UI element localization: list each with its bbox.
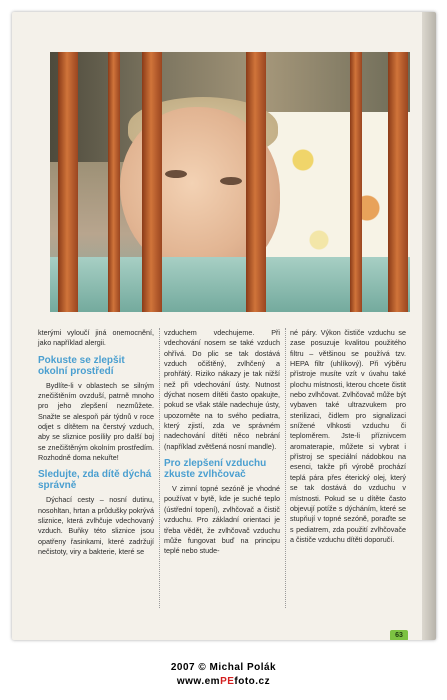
paragraph: V zimní topné sezóně je vhodné používat v bytě, kde je suché teplo (ústřední topení), zvlhčovač a čistič vzduchu. Pro základní orientaci je třeba vědět, že zvlhčovač vzduchu může fungovat buď na principu teplé nebo stude- <box>164 484 280 556</box>
crib-bar <box>58 52 78 312</box>
photo-child-in-crib <box>50 52 410 312</box>
column-divider <box>159 328 160 608</box>
crib-bar <box>388 52 408 312</box>
page-number: 63 <box>390 630 408 640</box>
paragraph: kterými vyloučí jiná onemocnění, jako například alergii. <box>38 328 154 348</box>
paragraph: vzduchem vdechujeme. Při vdechování nosem se také vzduch ohřívá. Do plic se tak dostává vzduch očištěný, zvlhčený a prohřátý. Riziko nákazy je tak nižší než při vdechování ústy. Nutnost dýchat nosem dítěti často opakujte, pokud se však stále nadechuje ústy, upozorněte na to svého pediatra, který zjistí, zda ve správném nadechování dítěti něco nebrání (například zvětšená nosní mandle). <box>164 328 280 451</box>
crib-bar <box>108 52 120 312</box>
text-column-middle <box>164 328 280 557</box>
crib-bar <box>350 52 362 312</box>
paragraph: Bydlíte-li v oblastech se silným znečištěním ovzduší, patrně mnoho pro jeho zlepšení nezmůžete. Snažte se alespoň pár týdnů v roce odjet s dítětem na čerstvý vzduch, aby se sliznice posílily pro další boj se znečištěným okolním prostředím. Rozhodně doma nekuřte! <box>38 380 154 463</box>
page-spine <box>422 12 436 640</box>
section-heading: Sledujte, zda dítě dýchá správně <box>38 469 152 492</box>
magazine-page <box>12 12 436 640</box>
section-heading: Pro zlepšení vzduchu zkuste zvlhčovač <box>164 458 267 481</box>
crib-bar <box>142 52 162 312</box>
column-divider <box>285 328 286 608</box>
paragraph: né páry. Výkon čističe vzduchu se zase posuzuje kvalitou použitého filtru – většinou se používá tzv. HEPA filtr (uhlíkový). Při výběru přístroje musíte vzít v úvahu také plochu místnosti, kterou chcete čistit nebo zvlhčovat. Zvlhčovač může být vybaven také ultrazvukem pro sterilizaci, čidlem pro signalizaci snížené vlhkosti vzduchu či teploměrem. Jste-li příznivcem aromaterapie, můžete si vybrat i přístroj se speciální nádobkou na esenci, takže při výrobě prochází teplá pára přes éterický olej, který se tak dostává do vzduchu v místnosti. Pokud se u dítěte často objevují potíže s dýcháním, které se stupňují v topné sezóně, poraďte se s pediatrem, zda použití zvlhčovače a čističe vzduchu dítěti doporučí. <box>290 328 406 544</box>
crib-bar <box>246 52 266 312</box>
photo-credit: 2007 © Michal Polák <box>170 662 277 673</box>
text-column-right <box>290 328 406 545</box>
paragraph: Dýchací cesty – nosní dutinu, nosohltan, hrtan a průdušky pokrývá sliznice, která zvlhčuje vdechovaný vzduch. Buňky této sliznice jsou opatřeny řasinkami, které zadržují nečistoty, viry a bakterie, které se <box>38 495 154 557</box>
section-heading: Pokuste se zlepšit okolní prostředí <box>38 354 125 377</box>
photo-credit-url: www.emPEfoto.cz <box>176 676 271 687</box>
text-column-left <box>38 328 154 558</box>
